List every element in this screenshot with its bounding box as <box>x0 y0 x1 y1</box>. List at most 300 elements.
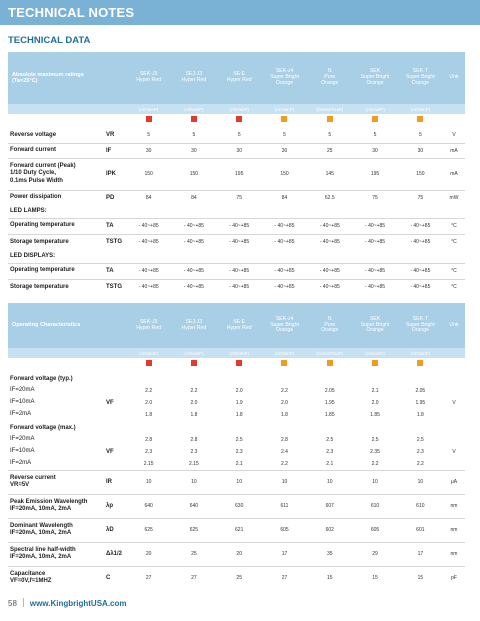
value-cell: 610 <box>352 494 397 518</box>
row-label-line: IF=20mA <box>10 436 35 443</box>
value-cell: - 40~+85 <box>171 279 216 295</box>
value-cell: 5 <box>147 132 151 139</box>
material-label: (AlGaInP) <box>126 348 171 358</box>
row-unit: V <box>452 400 456 406</box>
data-row <box>8 158 465 190</box>
red-swatch-icon <box>236 116 242 122</box>
data-row <box>8 409 465 421</box>
value-cell: 2.2 <box>416 460 424 467</box>
value-cell: - 40~+85 <box>217 263 262 279</box>
value-cell: - 40~+85 <box>217 218 262 234</box>
value-cell: 2.35 <box>370 449 380 455</box>
value-cell: 2.2 <box>281 388 288 394</box>
website-link[interactable]: www.KingbrightUSA.com <box>29 599 127 608</box>
row-symbol: C <box>106 566 126 590</box>
value-cell: 20 <box>126 542 171 566</box>
value-cell: 2.8 <box>190 437 198 443</box>
title-banner <box>0 0 480 25</box>
row-label-line: 1/10 Duty Cycle, <box>10 170 57 177</box>
column-header-line: Super Bright <box>405 321 435 328</box>
value-cell: - 40~+85 <box>126 218 171 234</box>
unit-header: Unit <box>443 52 465 104</box>
value-cell: 15 <box>307 566 352 590</box>
row-label-line: Reverse voltage <box>10 131 57 138</box>
value-cell: 2.3 <box>190 449 198 455</box>
value-cell: - 40~+85 <box>307 263 352 279</box>
value-cell: 5 <box>237 132 241 139</box>
value-cell: 1.9 <box>235 400 243 406</box>
material-label: (GaAsP/GaP) <box>307 104 352 114</box>
header-row <box>8 52 465 104</box>
material-row <box>8 104 465 114</box>
value-cell: 30 <box>126 143 171 158</box>
value-cell: 5 <box>418 132 422 139</box>
row-label-line: Dominant Wavelength <box>10 522 73 529</box>
value-cell: 27 <box>262 566 307 590</box>
value-cell: 27 <box>171 566 216 590</box>
value-cell: - 40~+85 <box>262 279 307 295</box>
swatch-cell <box>307 358 352 369</box>
column-header-line: SE:E <box>233 71 246 78</box>
row-label-line: Storage temperature <box>10 238 69 245</box>
material-row-blank <box>443 104 465 114</box>
row-label <box>8 458 106 470</box>
swatch-row-blank <box>443 114 465 125</box>
column-header <box>262 303 307 348</box>
swatch-cell <box>262 358 307 369</box>
column-header <box>398 52 443 104</box>
value-cell: - 40~+85 <box>398 263 443 279</box>
banner-title: TECHNICAL NOTES <box>8 5 135 20</box>
value-cell: 625 <box>171 518 216 542</box>
material-label: (GaAsP/GaP) <box>307 348 352 358</box>
value-cell: 2.8 <box>281 437 288 443</box>
row-symbol: IPK <box>106 158 126 190</box>
value-cell: 2.3 <box>416 449 424 455</box>
value-cell: 30 <box>262 143 307 158</box>
swatch-cell <box>171 114 216 125</box>
data-row <box>8 279 465 295</box>
orange-swatch-icon <box>372 360 378 366</box>
row-label-line: IF=20mA, 10mA, 2mA <box>10 506 72 512</box>
row-label-line: VR=5V <box>10 482 30 488</box>
column-header <box>126 303 171 348</box>
column-header-line: Orange <box>411 79 429 86</box>
header-label <box>8 52 126 104</box>
row-unit: μA <box>443 470 465 494</box>
row-label <box>8 158 106 190</box>
footer-divider <box>23 598 24 607</box>
header-label <box>8 303 126 348</box>
data-row <box>8 397 465 409</box>
value-cell: 150 <box>398 158 443 190</box>
column-header-line: Super Bright <box>360 74 390 81</box>
value-cell: 10 <box>307 470 352 494</box>
row-label <box>8 218 106 234</box>
value-cell: 2.0 <box>190 400 198 406</box>
row-label-line: Storage temperature <box>10 283 69 290</box>
column-header-line: SEK-J3 <box>139 318 158 325</box>
red-swatch-icon <box>236 360 242 366</box>
material-label: (AlGaInP) <box>262 104 307 114</box>
column-header-line: Orange <box>366 79 384 86</box>
column-header <box>307 303 352 348</box>
column-header-line: SEK-J4 <box>275 68 294 75</box>
row-unit: mA <box>443 143 465 158</box>
header-row <box>8 303 465 348</box>
material-label: (AlGaInP) <box>398 104 443 114</box>
value-cell: 75 <box>352 190 397 205</box>
column-header-line: Super Bright <box>270 74 299 81</box>
value-cell: - 40~+85 <box>307 279 352 295</box>
row-label <box>8 409 106 421</box>
page-number: 58 <box>8 599 17 608</box>
value-cell: 611 <box>262 494 307 518</box>
material-row-blank <box>443 348 465 358</box>
row-symbol <box>106 409 126 421</box>
row-label-line: IF=10mA <box>10 448 35 455</box>
swatch-row-blank <box>443 358 465 369</box>
value-cell: 2.3 <box>326 449 334 455</box>
row-unit <box>443 458 465 470</box>
data-row <box>8 494 465 518</box>
value-cell: 5 <box>328 132 332 139</box>
value-cell: 29 <box>352 542 397 566</box>
orange-swatch-icon <box>327 116 333 122</box>
row-symbol: λD <box>106 518 126 542</box>
value-cell: 2.2 <box>145 388 153 394</box>
row-label-line: IF=10mA <box>10 399 35 406</box>
row-label-line: 0.1ms Pulse Width <box>10 177 63 184</box>
row-symbol: VR <box>106 132 115 139</box>
section-forward-voltage-typ <box>8 372 465 385</box>
row-label-line: Capacitance <box>10 570 46 577</box>
page-footer <box>8 598 127 608</box>
column-header-line: SE:E <box>233 318 246 325</box>
value-cell: 15 <box>398 566 443 590</box>
column-header-line: SEK-J4 <box>275 315 294 322</box>
row-unit: mA <box>443 158 465 190</box>
row-label <box>8 566 106 590</box>
header-title: Operating Characteristics <box>12 322 81 329</box>
swatch-cell <box>126 114 171 125</box>
value-cell: 5 <box>192 132 196 139</box>
column-header-line: Super Bright <box>360 321 390 328</box>
value-cell: 2.3 <box>145 449 153 455</box>
red-swatch-icon <box>146 116 152 122</box>
header-title: Absolute maximum ratings <box>12 71 84 78</box>
value-cell: 2.15 <box>189 460 199 467</box>
material-label: (AlGaInP) <box>398 348 443 358</box>
section-led-displays <box>8 250 465 263</box>
value-cell: 5 <box>283 132 286 139</box>
value-cell: - 40~+85 <box>171 218 216 234</box>
row-label-line: Spectral line half-width <box>10 546 76 553</box>
value-cell: - 40~+85 <box>398 218 443 234</box>
row-label-line: IF=20mA, 10mA, 2mA <box>10 530 72 536</box>
column-header-line: Hyper Red <box>136 324 162 331</box>
row-label <box>8 385 106 397</box>
section-led-lamps <box>8 205 465 218</box>
value-cell: 27 <box>126 566 171 590</box>
column-header-line: SEK-J3 <box>139 71 158 78</box>
unit-header: Unit <box>443 303 465 348</box>
value-cell: 2.5 <box>371 437 379 443</box>
value-cell: 62.5 <box>307 190 352 205</box>
value-cell: 30 <box>398 143 443 158</box>
value-cell: 610 <box>398 494 443 518</box>
column-header-line: Super Bright <box>270 321 299 328</box>
row-symbol <box>106 434 126 446</box>
value-cell: 195 <box>217 158 262 190</box>
material-label: (AlGaInP) <box>217 104 262 114</box>
section-forward-voltage-typ-label: Forward voltage (typ.) <box>10 375 73 382</box>
row-symbol <box>106 458 126 470</box>
value-cell: 2.15 <box>143 460 154 467</box>
material-label: (AlGaInP) <box>262 348 307 358</box>
column-header <box>126 52 171 104</box>
row-unit <box>443 409 465 421</box>
orange-swatch-icon <box>327 360 333 366</box>
value-cell: 2.0 <box>371 400 379 406</box>
row-label <box>8 446 106 458</box>
data-row <box>8 263 465 279</box>
row-label <box>8 279 106 295</box>
value-cell: 145 <box>307 158 352 190</box>
value-cell: 2.0 <box>235 388 243 394</box>
value-cell: 10 <box>171 470 216 494</box>
value-cell: 607 <box>307 494 352 518</box>
row-unit: pF <box>443 566 465 590</box>
value-cell: - 40~+85 <box>262 263 307 279</box>
column-header-line: Hyper Red <box>181 77 207 83</box>
value-cell: - 40~+85 <box>352 218 397 234</box>
value-cell: 150 <box>262 158 307 190</box>
data-row <box>8 143 465 158</box>
column-header <box>171 52 216 104</box>
value-cell: 84 <box>262 190 307 205</box>
color-swatch-row <box>8 114 465 125</box>
column-header-line: SEK-T <box>412 68 428 75</box>
row-label <box>8 128 106 143</box>
value-cell: 1.85 <box>324 412 335 418</box>
row-label-line: Operating temperature <box>10 222 75 229</box>
value-cell: 2.1 <box>371 388 379 394</box>
value-cell: 2.1 <box>326 460 334 467</box>
orange-swatch-icon <box>372 116 378 122</box>
header-condition: (Ta=25°C) <box>12 78 38 84</box>
row-label-line: Forward current <box>10 146 57 153</box>
value-cell: 35 <box>307 542 352 566</box>
column-header <box>352 303 397 348</box>
value-cell: 10 <box>126 470 171 494</box>
column-header-line: Orange <box>275 79 294 86</box>
value-cell: 2.5 <box>416 437 424 443</box>
value-cell: 17 <box>398 542 443 566</box>
value-cell: - 40~+85 <box>126 279 171 295</box>
value-cell: 15 <box>352 566 397 590</box>
material-label: (AlGaInP) <box>217 348 262 358</box>
value-cell: 640 <box>126 494 171 518</box>
material-row-blank <box>8 348 126 358</box>
value-cell: 2.0 <box>145 400 153 406</box>
red-swatch-icon <box>191 116 197 122</box>
orange-swatch-icon <box>281 360 287 366</box>
value-cell: 30 <box>217 143 262 158</box>
color-swatch-row <box>8 358 465 369</box>
value-cell: 630 <box>217 494 262 518</box>
data-row <box>8 470 465 494</box>
data-row <box>8 218 465 234</box>
value-cell: - 40~+85 <box>398 279 443 295</box>
swatch-cell <box>352 114 397 125</box>
value-cell: 2.4 <box>281 449 288 455</box>
column-header-line: Orange <box>275 327 294 334</box>
data-row <box>8 446 465 458</box>
value-cell: 1.85 <box>370 412 380 418</box>
value-cell: 2.2 <box>190 388 198 394</box>
row-unit: nm <box>443 542 465 566</box>
value-cell: 17 <box>262 542 307 566</box>
value-cell: 2.5 <box>326 437 334 443</box>
value-cell: 84 <box>171 190 216 205</box>
row-symbol: IF <box>106 143 126 158</box>
column-header <box>398 303 443 348</box>
row-label-line: VF=0V,f=1MHZ <box>10 578 52 585</box>
value-cell: 640 <box>171 494 216 518</box>
row-unit: °C <box>443 279 465 295</box>
row-unit: nm <box>443 494 465 518</box>
value-cell: 621 <box>217 518 262 542</box>
swatch-cell <box>217 358 262 369</box>
value-cell: 195 <box>352 158 397 190</box>
value-cell: 1.8 <box>190 412 198 418</box>
red-swatch-icon <box>191 360 197 366</box>
row-label-line: IF=20mA, 10mA, 2mA <box>10 554 72 560</box>
value-cell: 30 <box>352 143 397 158</box>
value-cell: 625 <box>126 518 171 542</box>
value-cell: - 40~+85 <box>126 234 171 250</box>
value-cell: 605 <box>352 518 397 542</box>
value-cell: 2.8 <box>145 437 153 443</box>
value-cell: 2.0 <box>281 400 288 406</box>
value-cell: 30 <box>171 143 216 158</box>
value-cell: 25 <box>307 143 352 158</box>
column-header <box>217 303 262 348</box>
material-label: (AlGaInP) <box>352 348 397 358</box>
row-label <box>8 397 106 409</box>
data-row <box>8 128 465 143</box>
value-cell: 10 <box>398 470 443 494</box>
value-cell: - 40~+85 <box>262 218 307 234</box>
value-cell: - 40~+85 <box>126 263 171 279</box>
row-label-line: Power dissipation <box>10 194 62 200</box>
material-label: (AlGaInP) <box>352 104 397 114</box>
section-led-lamps-label: LED LAMPS: <box>10 208 47 215</box>
row-label-line: IF=2mA <box>10 411 32 418</box>
column-header-line: SEK <box>369 68 381 75</box>
row-unit: °C <box>443 263 465 279</box>
column-header-line: Hyper Red <box>181 324 207 331</box>
value-cell: 1.8 <box>416 412 424 418</box>
data-row <box>8 566 465 590</box>
value-cell: 75 <box>217 190 262 205</box>
row-label <box>8 518 106 542</box>
row-unit: V <box>452 132 456 139</box>
value-cell: 10 <box>262 470 307 494</box>
value-cell: 150 <box>126 158 171 190</box>
value-cell: - 40~+85 <box>352 279 397 295</box>
row-label <box>8 494 106 518</box>
row-symbol <box>106 385 126 397</box>
row-label <box>8 143 106 158</box>
value-cell: 20 <box>217 542 262 566</box>
column-header-line: Hyper Red <box>226 324 252 331</box>
value-cell: - 40~+85 <box>352 263 397 279</box>
column-header <box>217 52 262 104</box>
section-led-displays-label: LED DISPLAYS: <box>10 253 56 260</box>
swatch-cell <box>171 358 216 369</box>
value-cell: 84 <box>126 190 171 205</box>
column-header-line: SEJ-J3 <box>185 71 203 78</box>
row-unit <box>443 385 465 397</box>
row-unit: V <box>452 449 456 455</box>
value-cell: 25 <box>171 542 216 566</box>
operating-characteristics-table <box>8 303 465 590</box>
value-cell: 2.2 <box>281 460 288 467</box>
column-header-line: Orange <box>411 327 429 334</box>
row-unit: °C <box>443 218 465 234</box>
swatch-cell <box>217 114 262 125</box>
row-label-line: Operating temperature <box>10 267 75 274</box>
column-header <box>171 303 216 348</box>
data-row <box>8 542 465 566</box>
column-header-line: Orange <box>366 327 384 334</box>
section-title: TECHNICAL DATA <box>8 35 91 46</box>
row-symbol: Δλ1/2 <box>106 542 126 566</box>
row-unit <box>443 434 465 446</box>
value-cell: 75 <box>398 190 443 205</box>
value-cell: - 40~+85 <box>307 234 352 250</box>
value-cell: 10 <box>217 470 262 494</box>
row-symbol: TA <box>106 263 126 279</box>
value-cell: 1.8 <box>281 412 288 418</box>
row-label-line: IF=2mA <box>10 460 32 466</box>
row-label <box>8 470 106 494</box>
data-row <box>8 434 465 446</box>
row-label <box>8 434 106 446</box>
value-cell: 2.1 <box>235 460 243 467</box>
row-symbol: TA <box>106 218 126 234</box>
value-cell: 25 <box>217 566 262 590</box>
row-label-line: Peak Emission Wavelength <box>10 498 88 505</box>
orange-swatch-icon <box>417 360 423 366</box>
row-symbol: VF <box>106 449 114 455</box>
value-cell: 10 <box>352 470 397 494</box>
section-forward-voltage-max <box>8 421 465 434</box>
value-cell: - 40~+85 <box>352 234 397 250</box>
row-unit: °C <box>443 234 465 250</box>
value-cell: 1.95 <box>324 400 335 406</box>
column-header-line: SEK <box>369 315 381 322</box>
row-label <box>8 190 106 205</box>
column-header-line: Pure <box>324 321 336 328</box>
value-cell: 605 <box>262 518 307 542</box>
swatch-cell <box>352 358 397 369</box>
column-header-line: SEK-T <box>412 315 428 322</box>
column-header-line: SEJ-J3 <box>185 318 203 325</box>
row-label <box>8 542 106 566</box>
